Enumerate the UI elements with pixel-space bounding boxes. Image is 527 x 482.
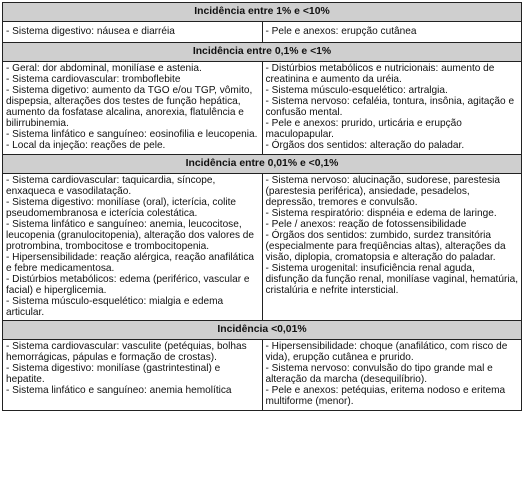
list-item: - Pele e anexos: prurido, urticária e erupção maculopapular. xyxy=(265,118,462,141)
list-item: - Sistema urogenital: insuficiência renal aguda, disfunção da função renal, monilíase vaginal, hematúria, cristalúria e nefrite intersticial. xyxy=(265,262,518,297)
left-column xyxy=(3,340,263,410)
section-header-row xyxy=(3,321,522,340)
section-header-row xyxy=(3,3,522,22)
section-header-row xyxy=(3,43,522,62)
list-item: - Distúrbios metabólicos e nutricionais: aumento de creatinina e aumento da uréia. xyxy=(265,63,495,86)
left-column xyxy=(3,62,263,154)
section-title: Incidência entre 1% e <10% xyxy=(3,3,522,22)
list-item: - Sistema nervoso: cefaléia, tontura, insônia, agitação e confusão mental. xyxy=(265,96,515,119)
list-item: - Sistema músculo-esquelético: mialgia e edema articular. xyxy=(6,296,224,319)
list-item: - Sistema digetivo: aumento da TGO e/ou TGP, vômito, dispepsia, alterações dos testes de função hepática, aumento da fosfatase alcalina, anorexia, flatulência e bilirrubinemia. xyxy=(6,85,253,130)
list-item: - Órgãos dos sentidos: zumbido, surdez transitória (especialmente para freqüências altas), alterações da visão, diplopia, cromatopsia e alteração do paladar. xyxy=(265,229,506,263)
section-title: Incidência <0,01% xyxy=(3,321,522,340)
list-item: - Sistema cardiovascular: vasculite (petéquias, bolhas hemorrágicas, pápulas e formação de crostas). xyxy=(6,341,247,364)
list-item: - Sistema digestivo: náusea e diarréia xyxy=(6,26,175,38)
section-content-row xyxy=(3,340,522,410)
list-item: - Local da injeção: reações de pele. xyxy=(6,140,166,152)
list-item: - Geral: dor abdominal, monilíase e astenia. xyxy=(6,63,202,75)
right-column xyxy=(262,340,522,410)
adverse-reactions-table xyxy=(2,2,522,411)
section-title: Incidência entre 0,01% e <0,1% xyxy=(3,154,522,173)
list-item: - Sistema respiratório: dispnéia e edema de laringe. xyxy=(265,207,497,219)
list-item: - Sistema cardiovascular: tromboflebite xyxy=(6,74,181,86)
list-item: - Sistema digestivo: monilíase (gastrintestinal) e hepatite. xyxy=(6,363,221,386)
list-item: - Sistema nervoso: alucinação, sudorese, parestesia (parestesia periférica), ansiedade, pesadelos, depressão, tremores e convulsão. xyxy=(265,174,501,208)
list-item: - Hipersensibilidade: reação alérgica, reação anafilática e febre medicamentosa. xyxy=(6,251,254,274)
list-item: - Pele e anexos: erupção cutânea xyxy=(265,26,417,38)
list-item: - Sistema digestivo: monilíase (oral), icterícia, colite pseudomembranosa e icterícia colestática. xyxy=(6,196,236,219)
list-item: - Sistema linfático e sanguíneo: anemia, leucocitose, leucopenia (granulocitopenia), alteração dos valores de protrombina, trombocitose e trombocitopenia. xyxy=(6,218,255,252)
section-content-row xyxy=(3,22,522,43)
section-content-row xyxy=(3,62,522,154)
left-column xyxy=(3,173,263,321)
list-item: - Sistema linfático e sanguíneo: eosinofilia e leucopenia. xyxy=(6,129,258,141)
list-item: - Órgãos dos sentidos: alteração do paladar. xyxy=(265,140,465,152)
list-item: - Sistema nervoso: convulsão do tipo grande mal e alteração da marcha (desequilíbrio). xyxy=(265,363,493,386)
list-item: - Pele e anexos: petéquias, eritema nodoso e eritema multiforme (menor). xyxy=(265,385,506,408)
list-item: - Sistema cardiovascular: taquicardia, síncope, enxaqueca e vasodilatação. xyxy=(6,174,216,197)
right-column xyxy=(262,62,522,154)
list-item: - Pele / anexos: reação de fotossensibilidade xyxy=(265,218,467,230)
section-header-row xyxy=(3,154,522,173)
list-item: - Sistema linfático e sanguíneo: anemia hemolítica xyxy=(6,385,232,397)
right-column xyxy=(262,22,522,43)
list-item: - Distúrbios metabólicos: edema (periférico, vascular e facial) e hiperglicemia. xyxy=(6,273,250,297)
left-column xyxy=(3,22,263,43)
list-item: - Hipersensibilidade: choque (anafilático, com risco de vida), erupção cutânea e prurido. xyxy=(265,341,508,364)
section-title: Incidência entre 0,1% e <1% xyxy=(3,43,522,62)
list-item: - Sistema músculo-esquelético: artralgia. xyxy=(265,85,448,97)
section-content-row xyxy=(3,173,522,321)
right-column xyxy=(262,173,522,321)
